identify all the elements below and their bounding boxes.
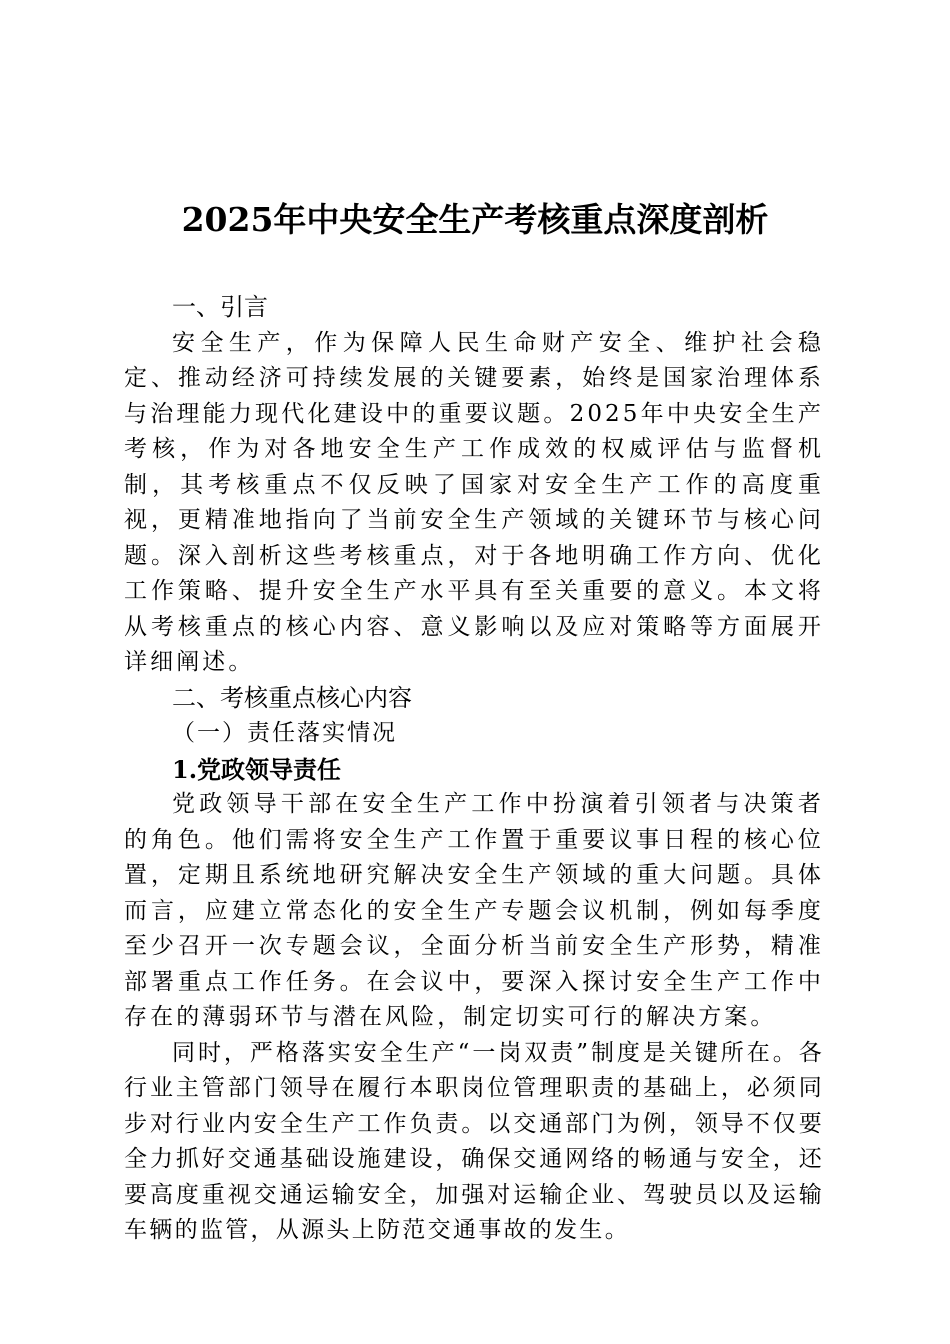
introduction-paragraph: 安全生产，作为保障人民生命财产安全、维护社会稳定、推动经济可持续发展的关键要素，始终是国家治理体系与治理能力现代化建设中的重要议题。2025年中央安全生产考核，作为对各地安全生产工作成效的权威评估与监督机制，其考核重点不仅反映了国家对安全生产工作的高度重视，更精准地指向了当前安全生产领域的关键环节与核心问题。深入剖析这些考核重点，对于各地明确工作方向、优化工作策略、提升安全生产水平具有至关重要的意义。本文将从考核重点的核心内容、意义影响以及应对策略等方面展开详细阐述。 <box>124 329 824 675</box>
leadership-paragraph-1: 党政领导干部在安全生产工作中扮演着引领者与决策者的角色。他们需将安全生产工作置于重要议事日程的核心位置，定期且系统地研究解决安全生产领域的重大问题。具体而言，应建立常态化的安全生产专题会议机制，例如每季度至少召开一次专题会议，全面分析当前安全生产形势，精准部署重点工作任务。在会议中，要深入探讨安全生产工作中存在的薄弱环节与潜在风险，制定切实可行的解决方案。 <box>124 791 824 1030</box>
item-heading-party-leadership: 1.党政领导责任 <box>172 754 342 784</box>
document-body <box>124 290 824 1249</box>
document-title: 2025年中央安全生产考核重点深度剖析 <box>181 200 769 239</box>
subsection-heading-responsibility: （一）责任落实情况 <box>172 720 397 746</box>
section-heading-introduction: 一、引言 <box>172 293 268 321</box>
leadership-paragraph-2: 同时，严格落实安全生产“一岗双责”制度是关键所在。各行业主管部门领导在履行本职岗位管理职责的基础上，必须同步对行业内安全生产工作负责。以交通部门为例，领导不仅要全力抓好交通基础设施建设，确保交通网络的畅通与安全，还要高度重视交通运输安全，加强对运输企业、驾驶员以及运输车辆的监管，从源头上防范交通事故的发生。 <box>124 1039 824 1243</box>
section-heading-core-content: 二、考核重点核心内容 <box>172 683 412 712</box>
